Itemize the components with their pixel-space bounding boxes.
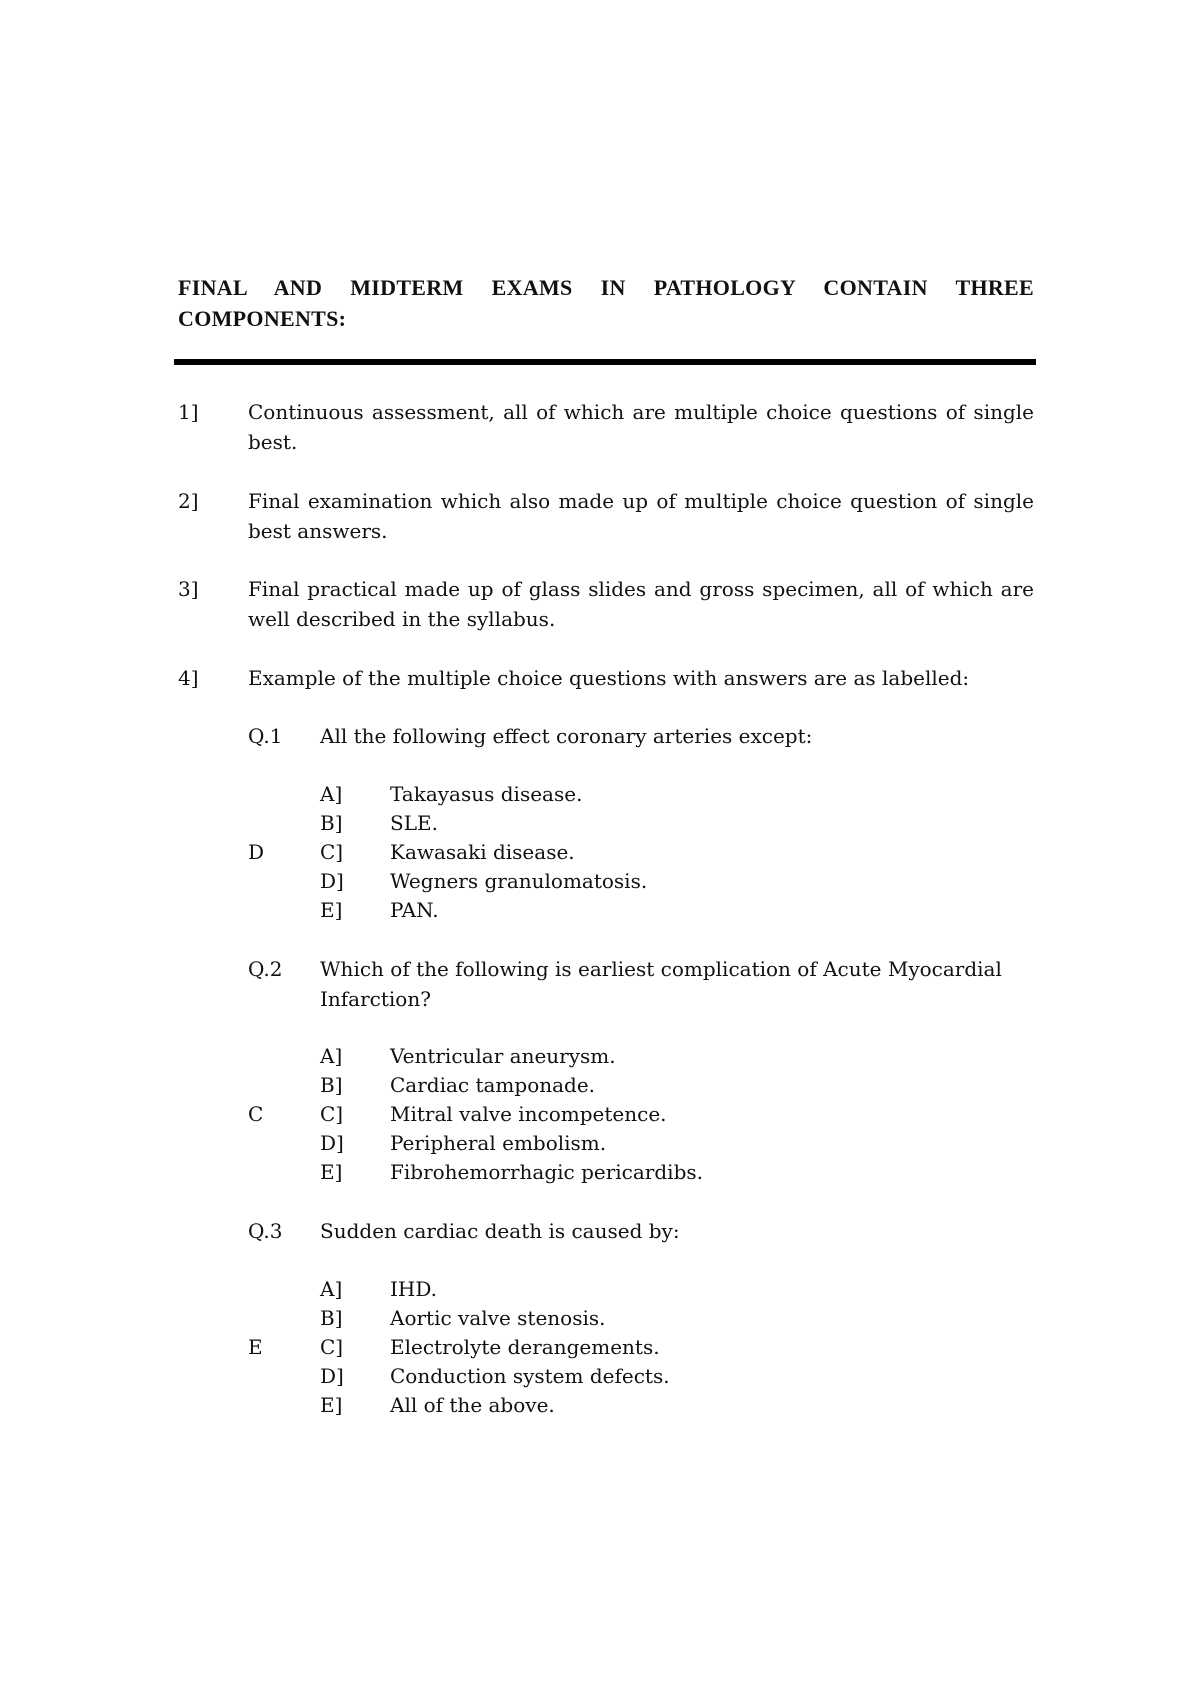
question-text: Which of the following is earliest complication of Acute Myocardial Infarction? (320, 957, 1002, 1011)
option-text: Electrolyte derangements. (390, 1335, 660, 1359)
option-letter: E] (320, 1393, 343, 1417)
option-text: Kawasaki disease. (390, 840, 575, 864)
option-letter: B] (320, 811, 343, 835)
item-text: Final examination which also made up of multiple choice question of single best answers. (248, 489, 1034, 543)
item-number: 1] (178, 400, 199, 424)
option-text: Ventricular aneurysm. (390, 1044, 616, 1068)
question-text: All the following effect coronary arteries except: (320, 724, 813, 748)
question-3-options (248, 1275, 748, 1425)
item-number: 3] (178, 577, 199, 601)
answer-key: C (248, 1102, 264, 1126)
option-text: All of the above. (390, 1393, 555, 1417)
option-text: Conduction system defects. (390, 1364, 670, 1388)
list-item (178, 486, 1034, 548)
option-letter: D] (320, 1364, 344, 1388)
option-text: Mitral valve incompetence. (390, 1102, 667, 1126)
heading-line-2: COMPONENTS: (178, 306, 347, 331)
option-text: SLE. (390, 811, 438, 835)
list-item (178, 397, 1034, 459)
document-heading (178, 272, 1034, 334)
answer-key: E (248, 1335, 263, 1359)
question-2-options (248, 1042, 748, 1192)
option-letter: A] (320, 782, 343, 806)
option-letter: B] (320, 1073, 343, 1097)
question-3 (248, 1216, 1034, 1248)
question-2 (248, 954, 1034, 1016)
option-letter: A] (320, 1044, 343, 1068)
question-number: Q.2 (248, 957, 283, 981)
option-letter: B] (320, 1306, 343, 1330)
option-text: Cardiac tamponade. (390, 1073, 596, 1097)
question-1 (248, 721, 1034, 753)
option-letter: A] (320, 1277, 343, 1301)
answer-key: D (248, 840, 265, 864)
option-letter: D] (320, 1131, 344, 1155)
option-text: PAN. (390, 898, 439, 922)
item-text: Final practical made up of glass slides and gross specimen, all of which are well described in the syllabus. (248, 577, 1034, 631)
option-text: Takayasus disease. (390, 782, 583, 806)
option-letter: C] (320, 1102, 344, 1126)
option-text: Fibrohemorrhagic pericardibs. (390, 1160, 703, 1184)
heading-divider (174, 359, 1036, 365)
option-letter: D] (320, 869, 344, 893)
list-item (178, 574, 1034, 636)
question-1-options (248, 780, 748, 930)
question-number: Q.1 (248, 724, 283, 748)
item-number: 2] (178, 489, 199, 513)
list-item (178, 663, 1034, 695)
option-text: Wegners granulomatosis. (390, 869, 648, 893)
item-number: 4] (178, 666, 199, 690)
question-text: Sudden cardiac death is caused by: (320, 1219, 680, 1243)
option-text: Aortic valve stenosis. (390, 1306, 606, 1330)
option-letter: E] (320, 898, 343, 922)
item-text: Continuous assessment, all of which are multiple choice questions of single best. (248, 400, 1034, 454)
option-text: IHD. (390, 1277, 438, 1301)
option-letter: C] (320, 1335, 344, 1359)
question-number: Q.3 (248, 1219, 283, 1243)
option-letter: C] (320, 840, 344, 864)
option-text: Peripheral embolism. (390, 1131, 607, 1155)
heading-line-1: FINAL AND MIDTERM EXAMS IN PATHOLOGY CONTAIN THREE (178, 275, 1034, 300)
item-text: Example of the multiple choice questions with answers are as labelled: (248, 666, 970, 690)
option-letter: E] (320, 1160, 343, 1184)
